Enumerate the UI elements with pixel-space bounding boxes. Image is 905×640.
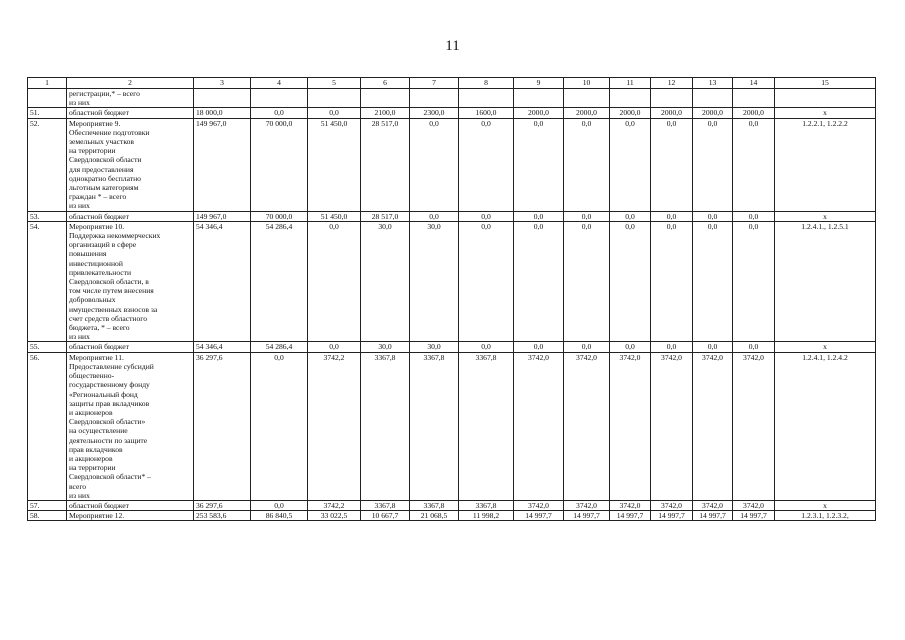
target-code: x <box>775 342 876 352</box>
value-cell: 2000,0 <box>733 108 775 118</box>
row-name: регистрации,* – всего из них <box>67 89 194 108</box>
value-cell: 28 517,0 <box>361 211 410 221</box>
value-cell: 3742,0 <box>610 500 651 510</box>
value-cell: 2300,0 <box>410 108 459 118</box>
column-number: 7 <box>410 78 459 89</box>
value-cell: 1600,0 <box>459 108 514 118</box>
value-cell: 3742,2 <box>308 500 361 510</box>
value-cell <box>564 89 610 108</box>
value-cell: 14 997,7 <box>651 511 693 521</box>
value-cell: 0,0 <box>651 221 693 342</box>
value-cell: 149 967,0 <box>194 211 251 221</box>
value-cell: 3367,8 <box>410 500 459 510</box>
table-row <box>28 118 876 211</box>
column-number: 12 <box>651 78 693 89</box>
value-cell: 86 840,5 <box>251 511 308 521</box>
value-cell: 3742,0 <box>693 352 733 500</box>
row-name: областной бюджет <box>67 500 194 510</box>
row-number <box>28 89 67 108</box>
value-cell: 21 068,5 <box>410 511 459 521</box>
target-code: 1.2.4.1, 1.2.4.2 <box>775 352 876 500</box>
target-code <box>775 89 876 108</box>
value-cell: 3742,0 <box>514 352 564 500</box>
value-cell <box>194 89 251 108</box>
value-cell: 3742,0 <box>651 500 693 510</box>
column-number: 8 <box>459 78 514 89</box>
value-cell: 0,0 <box>410 118 459 211</box>
value-cell: 253 583,6 <box>194 511 251 521</box>
value-cell: 0,0 <box>251 108 308 118</box>
target-code: 1.2.2.1, 1.2.2.2 <box>775 118 876 211</box>
table-row <box>28 108 876 118</box>
value-cell: 3367,8 <box>410 352 459 500</box>
value-cell: 0,0 <box>251 500 308 510</box>
value-cell <box>733 89 775 108</box>
value-cell: 3742,0 <box>733 352 775 500</box>
column-number: 13 <box>693 78 733 89</box>
value-cell: 0,0 <box>308 342 361 352</box>
row-name: областной бюджет <box>67 108 194 118</box>
column-number: 4 <box>251 78 308 89</box>
value-cell: 51 450,0 <box>308 118 361 211</box>
value-cell: 10 667,7 <box>361 511 410 521</box>
value-cell: 54 346,4 <box>194 221 251 342</box>
value-cell: 2000,0 <box>610 108 651 118</box>
value-cell: 0,0 <box>610 211 651 221</box>
value-cell: 3367,8 <box>459 500 514 510</box>
value-cell: 0,0 <box>459 342 514 352</box>
header-row <box>28 78 876 89</box>
value-cell: 0,0 <box>564 221 610 342</box>
row-number: 53. <box>28 211 67 221</box>
value-cell: 0,0 <box>610 221 651 342</box>
value-cell: 28 517,0 <box>361 118 410 211</box>
target-code: x <box>775 500 876 510</box>
table-row <box>28 352 876 500</box>
value-cell <box>251 89 308 108</box>
value-cell: 3367,8 <box>459 352 514 500</box>
value-cell: 3742,2 <box>308 352 361 500</box>
value-cell <box>514 89 564 108</box>
value-cell: 0,0 <box>610 118 651 211</box>
column-number: 3 <box>194 78 251 89</box>
table-row <box>28 500 876 510</box>
value-cell <box>693 89 733 108</box>
column-number: 6 <box>361 78 410 89</box>
column-number: 15 <box>775 78 876 89</box>
value-cell: 0,0 <box>459 211 514 221</box>
value-cell: 0,0 <box>564 211 610 221</box>
value-cell: 0,0 <box>308 108 361 118</box>
value-cell <box>410 89 459 108</box>
column-number: 2 <box>67 78 194 89</box>
value-cell: 33 022,5 <box>308 511 361 521</box>
value-cell: 0,0 <box>651 118 693 211</box>
value-cell: 2000,0 <box>693 108 733 118</box>
row-number: 54. <box>28 221 67 342</box>
value-cell <box>361 89 410 108</box>
value-cell: 3742,0 <box>651 352 693 500</box>
value-cell: 0,0 <box>733 221 775 342</box>
row-number: 52. <box>28 118 67 211</box>
value-cell: 0,0 <box>693 211 733 221</box>
value-cell: 14 997,7 <box>693 511 733 521</box>
row-name: Мероприятие 11. Предоставление субсидий общественно- государственному фонду «Региональный фонд защиты прав вкладчиков и акционеров Свердловской области» на осуществление деятельности по защите прав вкладчиков и акционеров на территории Свердловской области* – всего из них <box>67 352 194 500</box>
value-cell: 70 000,0 <box>251 118 308 211</box>
value-cell: 0,0 <box>693 342 733 352</box>
value-cell: 0,0 <box>693 118 733 211</box>
value-cell: 0,0 <box>733 211 775 221</box>
value-cell: 54 286,4 <box>251 342 308 352</box>
value-cell: 3742,0 <box>564 352 610 500</box>
value-cell: 3742,0 <box>693 500 733 510</box>
value-cell: 18 000,0 <box>194 108 251 118</box>
table-row <box>28 89 876 108</box>
page-number: 11 <box>445 38 460 54</box>
value-cell: 0,0 <box>410 211 459 221</box>
target-code: 1.2.4.1., 1.2.5.1 <box>775 221 876 342</box>
value-cell: 3367,8 <box>361 352 410 500</box>
target-code: x <box>775 211 876 221</box>
column-number: 9 <box>514 78 564 89</box>
value-cell: 14 997,7 <box>733 511 775 521</box>
value-cell: 0,0 <box>459 221 514 342</box>
value-cell: 54 346,4 <box>194 342 251 352</box>
value-cell: 149 967,0 <box>194 118 251 211</box>
value-cell: 0,0 <box>564 342 610 352</box>
row-number: 57. <box>28 500 67 510</box>
row-name: областной бюджет <box>67 211 194 221</box>
row-number: 58. <box>28 511 67 521</box>
value-cell: 36 297,6 <box>194 352 251 500</box>
value-cell: 51 450,0 <box>308 211 361 221</box>
table-row <box>28 511 876 521</box>
value-cell: 0,0 <box>514 342 564 352</box>
value-cell: 0,0 <box>459 118 514 211</box>
value-cell: 0,0 <box>733 118 775 211</box>
table-row <box>28 342 876 352</box>
target-code: 1.2.3.1, 1.2.3.2, <box>775 511 876 521</box>
value-cell: 3742,0 <box>514 500 564 510</box>
value-cell: 11 998,2 <box>459 511 514 521</box>
value-cell <box>308 89 361 108</box>
budget-table <box>27 77 876 521</box>
value-cell <box>651 89 693 108</box>
value-cell: 3742,0 <box>610 352 651 500</box>
column-number: 5 <box>308 78 361 89</box>
value-cell: 30,0 <box>361 221 410 342</box>
value-cell: 3367,8 <box>361 500 410 510</box>
column-number: 10 <box>564 78 610 89</box>
row-name: областной бюджет <box>67 342 194 352</box>
value-cell: 2000,0 <box>514 108 564 118</box>
table-row <box>28 211 876 221</box>
value-cell: 0,0 <box>610 342 651 352</box>
row-name: Мероприятие 12. <box>67 511 194 521</box>
value-cell: 3742,0 <box>733 500 775 510</box>
value-cell: 30,0 <box>410 221 459 342</box>
value-cell: 0,0 <box>651 342 693 352</box>
value-cell: 0,0 <box>514 221 564 342</box>
value-cell: 0,0 <box>514 118 564 211</box>
value-cell: 3742,0 <box>564 500 610 510</box>
table-row <box>28 221 876 342</box>
value-cell: 0,0 <box>693 221 733 342</box>
value-cell <box>459 89 514 108</box>
column-number: 1 <box>28 78 67 89</box>
row-number: 55. <box>28 342 67 352</box>
value-cell: 54 286,4 <box>251 221 308 342</box>
value-cell: 2000,0 <box>651 108 693 118</box>
value-cell: 14 997,7 <box>564 511 610 521</box>
value-cell: 36 297,6 <box>194 500 251 510</box>
row-name: Мероприятие 10. Поддержка некоммерческих организаций в сфере повышения инвестиционной привлекательности Свердловской области, в том числе путем внесения добровольных имущественных взносов за счет средств областного бюджета, * – всего из них <box>67 221 194 342</box>
column-number: 11 <box>610 78 651 89</box>
value-cell: 0,0 <box>651 211 693 221</box>
value-cell <box>610 89 651 108</box>
value-cell: 2000,0 <box>564 108 610 118</box>
value-cell: 70 000,0 <box>251 211 308 221</box>
value-cell: 14 997,7 <box>610 511 651 521</box>
value-cell: 0,0 <box>308 221 361 342</box>
value-cell: 0,0 <box>251 352 308 500</box>
value-cell: 14 997,7 <box>514 511 564 521</box>
row-name: Мероприятие 9. Обеспечение подготовки земельных участков на территории Свердловской области для предоставления однократно бесплатно льготным категориям граждан * – всего из них <box>67 118 194 211</box>
value-cell: 30,0 <box>410 342 459 352</box>
value-cell: 2100,0 <box>361 108 410 118</box>
row-number: 56. <box>28 352 67 500</box>
row-number: 51. <box>28 108 67 118</box>
column-number: 14 <box>733 78 775 89</box>
value-cell: 0,0 <box>733 342 775 352</box>
value-cell: 0,0 <box>564 118 610 211</box>
target-code: x <box>775 108 876 118</box>
value-cell: 0,0 <box>514 211 564 221</box>
value-cell: 30,0 <box>361 342 410 352</box>
